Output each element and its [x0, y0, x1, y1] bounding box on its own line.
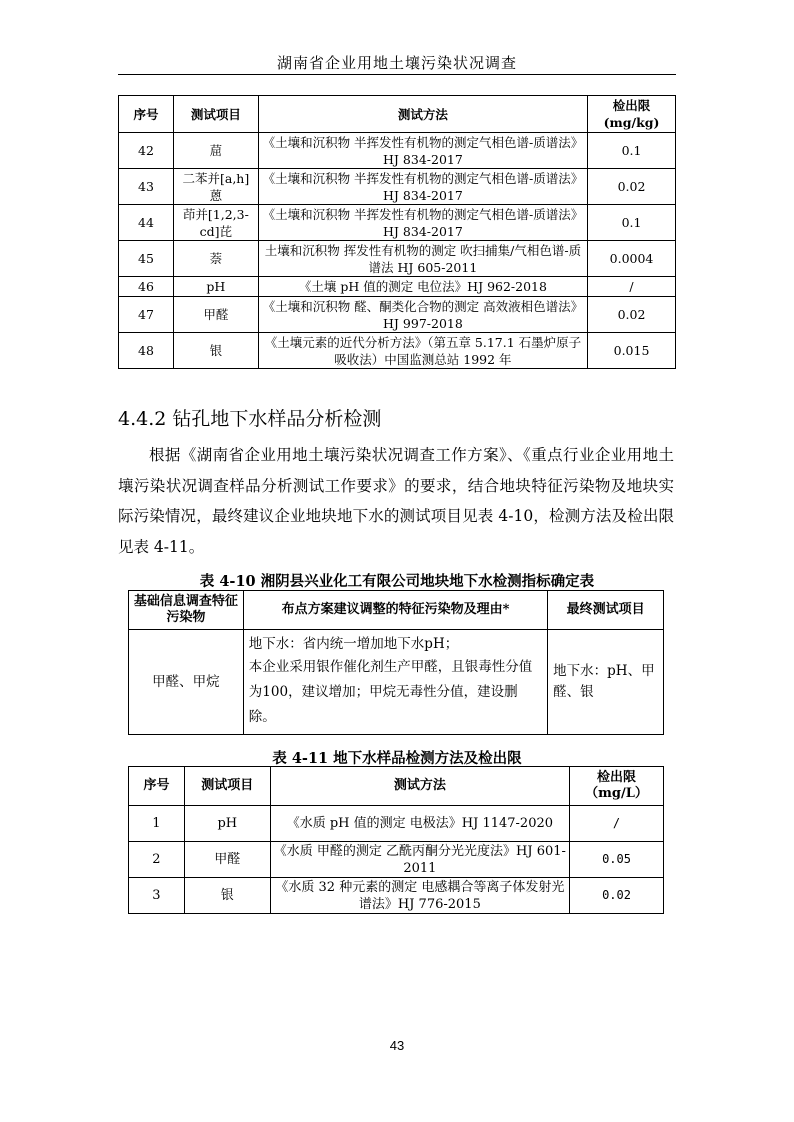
- cell-limit: 0.02: [588, 297, 676, 333]
- table-caption: 表 4-10 湘阴县兴业化工有限公司地块地下水检测指标确定表: [199, 573, 595, 590]
- cell-limit: 0.05: [570, 842, 664, 878]
- groundwater-method-table: [128, 766, 664, 914]
- cell-item: 银: [184, 878, 270, 914]
- table-row: [119, 169, 676, 205]
- table-row: [119, 333, 676, 369]
- cell-no: 46: [119, 277, 174, 297]
- cell-method: 《水质 甲醛的测定 乙酰丙酮分光光度法》HJ 601-2011: [270, 842, 569, 878]
- cell-limit: 0.02: [588, 169, 676, 205]
- cell-base: 甲醛、甲烷: [129, 630, 244, 735]
- cell-adjusted: [243, 630, 547, 735]
- col-header-base: 基础信息调查特征污染物: [129, 591, 244, 630]
- table-header-row: [129, 767, 664, 806]
- table-row: [119, 297, 676, 333]
- cell-method: 《土壤和沉积物 半挥发性有机物的测定气相色谱-质谱法》HJ 834-2017: [258, 133, 587, 169]
- cell-method: 《土壤元素的近代分析方法》（第五章 5.17.1 石墨炉原子吸收法）中国监测总站 1992 年: [258, 333, 587, 369]
- col-header-item: 测试项目: [173, 96, 258, 133]
- cell-item: 二苯并[a,h]蒽: [173, 169, 258, 205]
- table-row: [129, 630, 664, 735]
- cell-method: 《土壤和沉积物 醛、酮类化合物的测定 高效液相色谱法》HJ 997-2018: [258, 297, 587, 333]
- cell-limit: 0.02: [570, 878, 664, 914]
- cell-item: 䓛: [173, 133, 258, 169]
- cell-limit: /: [588, 277, 676, 297]
- table-row: [129, 842, 664, 878]
- table-header-row: [129, 591, 664, 630]
- col-header-no: 序号: [129, 767, 185, 806]
- table-row: [119, 241, 676, 277]
- page-number: 43: [389, 1038, 405, 1053]
- cell-limit: 0.1: [588, 205, 676, 241]
- col-header-limit: 检出限 (mg/kg): [588, 96, 676, 133]
- cell-limit: 0.0004: [588, 241, 676, 277]
- indicator-table: [128, 590, 664, 735]
- cell-limit: 0.1: [588, 133, 676, 169]
- header-rule: [118, 74, 676, 75]
- col-header-final: 最终测试项目: [548, 591, 664, 630]
- table-row: [119, 205, 676, 241]
- col-header-limit: 检出限 （mg/L）: [570, 767, 664, 806]
- col-header-item: 测试项目: [184, 767, 270, 806]
- body-paragraph: [118, 440, 674, 562]
- table-row: [119, 133, 676, 169]
- cell-method: 《土壤和沉积物 半挥发性有机物的测定气相色谱-质谱法》HJ 834-2017: [258, 205, 587, 241]
- col-header-no: 序号: [119, 96, 174, 133]
- adjusted-line-1: 地下水：省内统一增加地下水pH；: [248, 636, 459, 652]
- cell-limit: 0.015: [588, 333, 676, 369]
- table-row: [129, 806, 664, 842]
- cell-method: 《土壤和沉积物 半挥发性有机物的测定气相色谱-质谱法》HJ 834-2017: [258, 169, 587, 205]
- table-row: [119, 277, 676, 297]
- cell-no: 42: [119, 133, 174, 169]
- cell-no: 43: [119, 169, 174, 205]
- cell-item: 银: [173, 333, 258, 369]
- cell-item: pH: [184, 806, 270, 842]
- cell-method: 《土壤 pH 值的测定 电位法》HJ 962-2018: [258, 277, 587, 297]
- cell-item: 茚并[1,2,3-cd]芘: [173, 205, 258, 241]
- cell-no: 48: [119, 333, 174, 369]
- col-header-method: 测试方法: [270, 767, 569, 806]
- cell-item: 甲醛: [173, 297, 258, 333]
- cell-item: 甲醛: [184, 842, 270, 878]
- table-header-row: [119, 96, 676, 133]
- page-header: 湖南省企业用地土壤污染状况调查: [276, 54, 517, 72]
- cell-limit: /: [570, 806, 664, 842]
- cell-no: 44: [119, 205, 174, 241]
- soil-method-table: [118, 95, 676, 369]
- cell-no: 2: [129, 842, 185, 878]
- cell-no: 1: [129, 806, 185, 842]
- cell-no: 47: [119, 297, 174, 333]
- paragraph-text: 根据《湖南省企业用地土壤污染状况调查工作方案》、《重点行业企业用地土壤污染状况调查样品分析测试工作要求》的要求，结合地块特征污染物及地块实际污染情况，最终建议企业地块地下水的测试项目见表 4-10，检测方法及检出限见表 4-11。: [118, 446, 674, 556]
- col-header-method: 测试方法: [258, 96, 587, 133]
- cell-item: pH: [173, 277, 258, 297]
- section-heading: 4.4.2 钻孔地下水样品分析检测: [118, 408, 382, 430]
- cell-method: 土壤和沉积物 挥发性有机物的测定 吹扫捕集/气相色谱-质谱法 HJ 605-2011: [258, 241, 587, 277]
- table-caption: 表 4-11 地下水样品检测方法及检出限: [272, 750, 522, 767]
- cell-final: 地下水：pH、甲醛、银: [548, 630, 664, 735]
- col-header-adjusted: 布点方案建议调整的特征污染物及理由*: [243, 591, 547, 630]
- adjusted-line-2: 本企业采用银作催化剂生产甲醛，且银毒性分值为100，建议增加；甲烷无毒性分值，建设删除。: [248, 659, 533, 725]
- cell-no: 3: [129, 878, 185, 914]
- cell-method: 《水质 32 种元素的测定 电感耦合等离子体发射光谱法》HJ 776-2015: [270, 878, 569, 914]
- cell-method: 《水质 pH 值的测定 电极法》HJ 1147-2020: [270, 806, 569, 842]
- cell-no: 45: [119, 241, 174, 277]
- table-row: [129, 878, 664, 914]
- cell-item: 萘: [173, 241, 258, 277]
